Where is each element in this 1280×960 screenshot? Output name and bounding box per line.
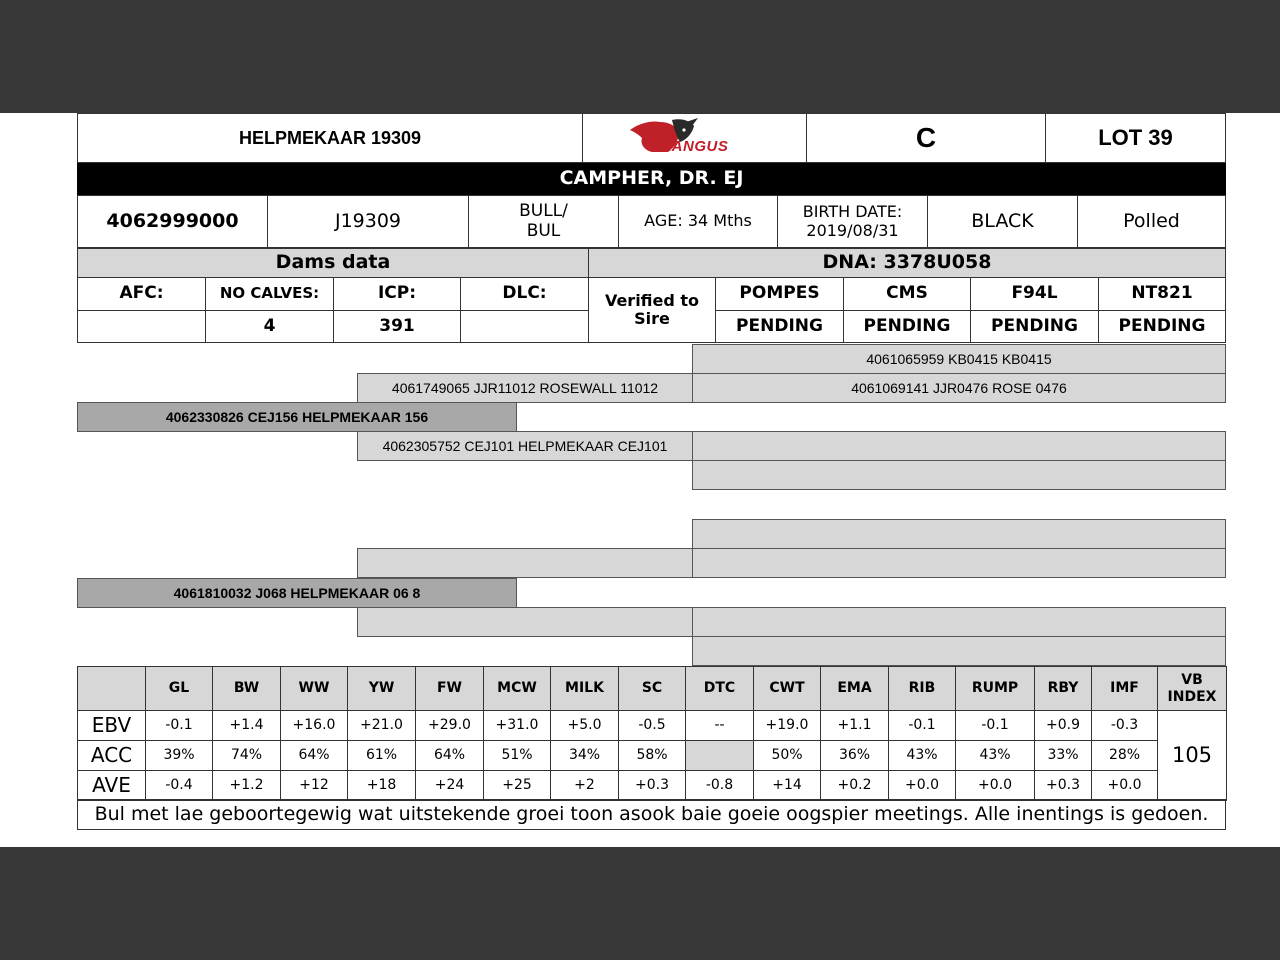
ebv-cell: +12 bbox=[280, 770, 348, 801]
pedigree-dam-dam-sire bbox=[692, 607, 1226, 637]
ebv-header-ema: EMA bbox=[820, 666, 889, 711]
ebv-header-dtc: DTC bbox=[685, 666, 754, 711]
ebv-cell: -0.3 bbox=[1091, 710, 1158, 741]
ebv-cell: 28% bbox=[1091, 740, 1158, 771]
pedigree-dam: 4061810032 J068 HELPMEKAAR 06 8 bbox=[77, 578, 517, 608]
dlc-value bbox=[460, 310, 589, 343]
ebv-cell: 64% bbox=[280, 740, 348, 771]
ebv-cell: +5.0 bbox=[550, 710, 619, 741]
dna-test-cms: CMS bbox=[843, 277, 971, 311]
dna-title: DNA: 3378U058 bbox=[588, 248, 1226, 278]
ebv-header-rump: RUMP bbox=[955, 666, 1035, 711]
ebv-row-label-ebv: EBV bbox=[77, 710, 146, 741]
ebv-header-ww: WW bbox=[280, 666, 348, 711]
ebv-cell: -0.1 bbox=[955, 710, 1035, 741]
ebv-header-imf: IMF bbox=[1091, 666, 1158, 711]
ebv-header-rib: RIB bbox=[888, 666, 956, 711]
dna-test-nt821: NT821 bbox=[1098, 277, 1226, 311]
ebv-cell: +21.0 bbox=[347, 710, 416, 741]
ebv-cell: 36% bbox=[820, 740, 889, 771]
ebv-cell: 33% bbox=[1034, 740, 1092, 771]
ebv-cell: +1.1 bbox=[820, 710, 889, 741]
ebv-cell: +0.0 bbox=[955, 770, 1035, 801]
ebv-cell: +0.0 bbox=[888, 770, 956, 801]
birth-date: BIRTH DATE: 2019/08/31 bbox=[777, 195, 928, 248]
afc-value bbox=[77, 310, 206, 343]
ebv-cell: +19.0 bbox=[753, 710, 821, 741]
ebv-cell: 61% bbox=[347, 740, 416, 771]
animal-age: AGE: 34 Mths bbox=[618, 195, 778, 248]
ebv-cell: -0.4 bbox=[145, 770, 213, 801]
ebv-header-milk: MILK bbox=[550, 666, 619, 711]
icp-label: ICP: bbox=[333, 277, 461, 311]
ebv-cell: +31.0 bbox=[483, 710, 551, 741]
ebv-cell: +2 bbox=[550, 770, 619, 801]
pedigree-sire-sire-dam: 4061069141 JJR0476 ROSE 0476 bbox=[692, 373, 1226, 403]
ebv-header-rby: RBY bbox=[1034, 666, 1092, 711]
animal-sex: BULL/ BUL bbox=[468, 195, 619, 248]
lot-sheet bbox=[0, 113, 1280, 847]
pedigree-sire-dam: 4062305752 CEJ101 HELPMEKAAR CEJ101 bbox=[357, 431, 693, 461]
ebv-cell: +0.3 bbox=[618, 770, 686, 801]
breeder-name: CAMPHER, DR. EJ bbox=[77, 163, 1226, 195]
lot-number: LOT 39 bbox=[1045, 113, 1226, 163]
pedigree-sire: 4062330826 CEJ156 HELPMEKAAR 156 bbox=[77, 402, 517, 432]
pedigree-dam-sire-dam bbox=[692, 548, 1226, 578]
ebv-cell: +0.0 bbox=[1091, 770, 1158, 801]
ebv-cell: +29.0 bbox=[415, 710, 484, 741]
ebv-cell: +16.0 bbox=[280, 710, 348, 741]
ebv-cell: +25 bbox=[483, 770, 551, 801]
ebv-cell: +0.9 bbox=[1034, 710, 1092, 741]
pedigree-sire-dam-sire bbox=[692, 431, 1226, 461]
ebv-header-gl: GL bbox=[145, 666, 213, 711]
no-calves-value: 4 bbox=[205, 310, 334, 343]
ebv-row-label-acc: ACC bbox=[77, 740, 146, 771]
ebv-header-bw: BW bbox=[212, 666, 281, 711]
ebv-cell: 58% bbox=[618, 740, 686, 771]
ebv-cell: -- bbox=[685, 710, 754, 741]
brangus-logo bbox=[582, 113, 807, 163]
ebv-header-sc: SC bbox=[618, 666, 686, 711]
farm-number: HELPMEKAAR 19309 bbox=[77, 113, 583, 163]
animal-horn: Polled bbox=[1077, 195, 1226, 248]
pedigree-sire-sire: 4061749065 JJR11012 ROSEWALL 11012 bbox=[357, 373, 693, 403]
dna-result-f94l: PENDING bbox=[970, 310, 1099, 343]
ebv-cell: 43% bbox=[888, 740, 956, 771]
animal-colour: BLACK bbox=[927, 195, 1078, 248]
icp-value: 391 bbox=[333, 310, 461, 343]
verified-to-sire: Verified to Sire bbox=[588, 277, 716, 343]
pedigree-sire-dam-dam bbox=[692, 460, 1226, 490]
animal-id: 4062999000 bbox=[77, 195, 268, 248]
afc-label: AFC: bbox=[77, 277, 206, 311]
ebv-header-cwt: CWT bbox=[753, 666, 821, 711]
grade: C bbox=[806, 113, 1046, 163]
ebv-cell: +24 bbox=[415, 770, 484, 801]
ebv-cell: +0.3 bbox=[1034, 770, 1092, 801]
remarks: Bul met lae geboortegewig wat uitstekende groei toon asook baie goeie oogspier meetings. Alle inentings is gedoen. bbox=[77, 799, 1226, 830]
ebv-header-yw: YW bbox=[347, 666, 416, 711]
ebv-cell: 74% bbox=[212, 740, 281, 771]
ebv-cell: -0.8 bbox=[685, 770, 754, 801]
ebv-cell: 43% bbox=[955, 740, 1035, 771]
ebv-cell: +0.2 bbox=[820, 770, 889, 801]
ebv-header-fw: FW bbox=[415, 666, 484, 711]
ebv-cell: -0.1 bbox=[145, 710, 213, 741]
ebv-cell: 64% bbox=[415, 740, 484, 771]
ebv-header-mcw: MCW bbox=[483, 666, 551, 711]
ebv-cell: 50% bbox=[753, 740, 821, 771]
dna-test-pompes: POMPES bbox=[715, 277, 844, 311]
ebv-cell: 51% bbox=[483, 740, 551, 771]
vb-index-value: 105 bbox=[1157, 710, 1227, 801]
dlc-label: DLC: bbox=[460, 277, 589, 311]
pedigree-dam-dam bbox=[357, 607, 693, 637]
dna-result-nt821: PENDING bbox=[1098, 310, 1226, 343]
vb-index-header: VB INDEX bbox=[1157, 666, 1227, 711]
ebv-header-corner bbox=[77, 666, 146, 711]
pedigree-dam-dam-dam bbox=[692, 636, 1226, 666]
ebv-cell: -0.1 bbox=[888, 710, 956, 741]
dna-result-pompes: PENDING bbox=[715, 310, 844, 343]
pedigree-dam-sire-sire bbox=[692, 519, 1226, 549]
dna-result-cms: PENDING bbox=[843, 310, 971, 343]
ebv-cell: +1.2 bbox=[212, 770, 281, 801]
dna-test-f94l: F94L bbox=[970, 277, 1099, 311]
ebv-cell: 39% bbox=[145, 740, 213, 771]
ebv-cell: 34% bbox=[550, 740, 619, 771]
ebv-row-label-ave: AVE bbox=[77, 770, 146, 801]
pedigree-dam-sire bbox=[357, 548, 693, 578]
ebv-cell: +14 bbox=[753, 770, 821, 801]
ebv-cell: -0.5 bbox=[618, 710, 686, 741]
ebv-cell bbox=[685, 740, 754, 771]
ebv-cell: +1.4 bbox=[212, 710, 281, 741]
animal-code: J19309 bbox=[267, 195, 469, 248]
no-calves-label: NO CALVES: bbox=[205, 277, 334, 311]
dams-data-title: Dams data bbox=[77, 248, 589, 278]
logo-text: BRANGUS bbox=[649, 138, 729, 155]
pedigree-sire-sire-sire: 4061065959 KB0415 KB0415 bbox=[692, 344, 1226, 374]
ebv-cell: +18 bbox=[347, 770, 416, 801]
